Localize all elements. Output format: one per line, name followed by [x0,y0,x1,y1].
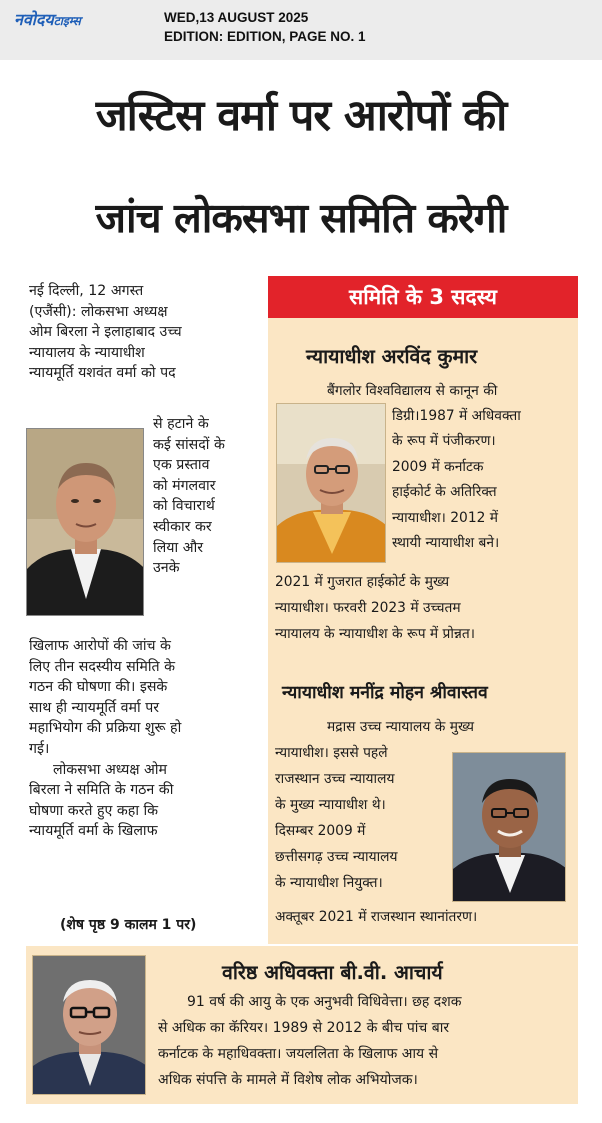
article-line: गई। [29,740,50,757]
portrait-kumar-icon [277,404,386,563]
member3-name: वरिष्ठ अधिवक्ता बी.वी. आचार्य [222,961,443,984]
article-body-bottom [29,636,259,842]
portrait-varma-icon [27,429,144,616]
continued-note[interactable]: (शेष पृष्ठ 9 कालम 1 पर) [60,917,197,933]
headline-line-1: जस्टिस वर्मा पर आरोपों की [95,91,507,141]
member2-line: मद्रास उच्च न्यायालय के मुख्य [327,719,475,735]
member1-name: न्यायाधीश अरविंद कुमार [306,345,478,368]
member1-line: स्थायी न्यायाधीश बने। [392,535,500,551]
edition-meta [164,8,366,46]
article-line: उनके [153,560,180,577]
article-body-wrap [153,414,257,579]
member2-photo [452,752,566,902]
article-line: खिलाफ आरोपों की जांच के [29,638,171,654]
article-line: महाभियोग की प्रक्रिया शुरू हो [29,720,182,737]
member2-name: न्यायाधीश मनींद्र मोहन श्रीवास्तव [282,683,488,703]
member1-line: 2021 में गुजरात हाईकोर्ट के मुख्य [275,574,450,590]
article-line: स्वीकार कर [153,518,212,535]
article-line: बिरला ने समिति के गठन की [29,782,174,799]
article-line: लोकसभा अध्यक्ष ओम [53,761,168,778]
member1-line: डिग्री।1987 में अधिवक्ता [392,408,521,424]
member2-line: के न्यायाधीश नियुक्त। [275,875,383,891]
member1-photo [276,403,386,563]
newspaper-logo[interactable] [14,8,81,30]
article-line: घोषणा करते हुए कहा कि [29,802,159,819]
member3-line: कर्नाटक के महाधिवक्ता। जयललिता के खिलाफ आय से [158,1046,439,1062]
article-line: लिए तीन सदस्यीय समिति के [29,658,175,675]
article-line: कई सांसदों के [153,436,225,453]
member1-line: न्यायालय के न्यायाधीश के रूप में प्रोन्नत। [275,626,475,642]
member2-line: न्यायाधीश। इससे पहले [275,745,388,761]
member1-line: बैंगलोर विश्वविद्यालय से कानून की [327,383,498,399]
article-line: नई दिल्ली, 12 अगस्त [29,283,144,299]
committee-title: समिति के 3 सदस्य [268,276,578,318]
masthead-bar [0,0,602,60]
article-line: साथ ही न्यायमूर्ति वर्मा पर [29,699,160,716]
article-line: गठन की घोषणा की। इसके [29,679,168,696]
member3-line: से अधिक का कॅरियर। 1989 से 2012 के बीच पांच बार [158,1020,450,1036]
member2-line: अक्तूबर 2021 में राजस्थान स्थानांतरण। [275,909,478,925]
portrait-srivastava-icon [453,753,566,902]
logo-sub-text: टाइम्स [53,14,81,28]
article-line: लिया और [153,539,204,556]
member3-line: 91 वर्ष की आयु के एक अनुभवी विधिवेत्ता। छह दशक [187,994,462,1010]
article-line: को विचारार्थ [153,498,215,515]
article-line: को मंगलवार [153,477,216,494]
headline-line-2: जांच लोकसभा समिति करेगी [95,194,507,242]
member1-line: हाईकोर्ट के अतिरिक्त [392,484,497,500]
article-line: (एजैंसी): लोकसभा अध्यक्ष [29,303,168,320]
member3-line: अधिक संपत्ति के मामले में विशेष लोक अभियोजक। [158,1072,418,1088]
logo-main-text: नवोदय [14,10,54,29]
member1-line: न्यायाधीश। फरवरी 2023 में उच्चतम [275,600,461,616]
member3-photo [32,955,146,1095]
member2-line: दिसम्बर 2009 में [275,823,366,839]
member1-line: न्यायाधीश। 2012 में [392,510,499,526]
member2-line: छत्तीसगढ़ उच्च न्यायालय [275,849,398,865]
article-line: न्यायमूर्ति यशवंत वर्मा को पद [29,365,176,382]
member1-line: 2009 में कर्नाटक [392,459,484,475]
article-body-top [29,281,259,384]
member2-line: राजस्थान उच्च न्यायालय [275,771,395,787]
article-line: से हटाने के [153,416,209,432]
article-line: न्यायमूर्ति वर्मा के खिलाफ [29,823,158,840]
article-line: न्यायालय के न्यायाधीश [29,344,145,361]
issue-date: WED,13 AUGUST 2025 [164,10,309,25]
member2-line: के मुख्य न्यायाधीश थे। [275,797,386,813]
edition-page: EDITION: EDITION, PAGE NO. 1 [164,29,366,44]
article-line: ओम बिरला ने इलाहाबाद उच्च [29,324,182,341]
member1-line: के रूप में पंजीकरण। [392,433,496,449]
justice-varma-photo [26,428,144,616]
article-line: एक प्रस्ताव [153,457,210,474]
portrait-acharya-icon [33,956,146,1095]
